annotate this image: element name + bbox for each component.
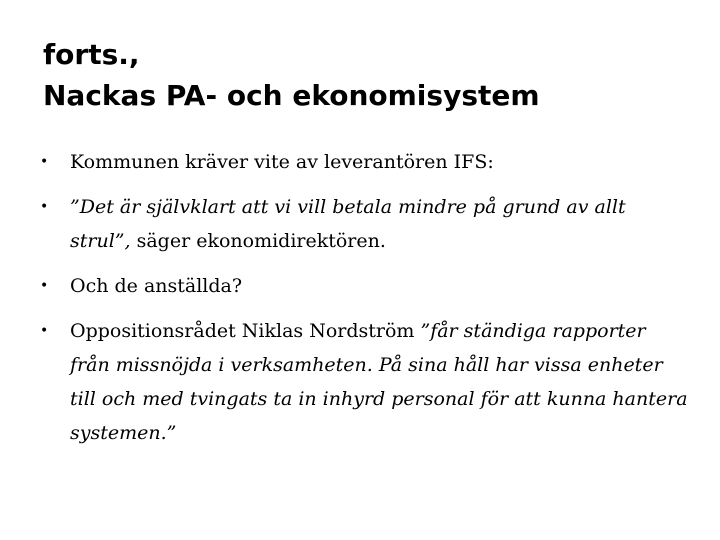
bullet-item xyxy=(40,314,690,450)
bullet-text: Oppositionsrådet Niklas Nordström xyxy=(70,320,421,342)
bullet-icon: • xyxy=(40,154,49,170)
slide-title xyxy=(43,34,540,116)
bullet-text: Kommunen kräver vite av leverantören IFS: xyxy=(70,151,494,173)
bullet-text: säger ekonomidirektören. xyxy=(130,230,386,252)
quote-text: ”får ständiga rapporter från missnöjda i verksamheten. På sina håll har vissa enheter till och med tvingats ta in inhyrd personal för att kunna hantera systemen.” xyxy=(70,320,688,444)
bullet-icon: • xyxy=(40,278,49,294)
title-line-1: forts., xyxy=(43,38,140,71)
bullet-text: Och de anställda? xyxy=(70,275,243,297)
quote-text: ”Det är självklart att vi vill betala mindre på grund av allt strul”, xyxy=(70,196,626,252)
bullet-item xyxy=(40,145,690,179)
bullet-list xyxy=(40,145,690,461)
bullet-icon: • xyxy=(40,199,49,215)
bullet-item xyxy=(40,269,690,303)
bullet-item xyxy=(40,190,690,258)
bullet-icon: • xyxy=(40,323,49,339)
title-line-2: Nackas PA- och ekonomisystem xyxy=(43,79,540,112)
